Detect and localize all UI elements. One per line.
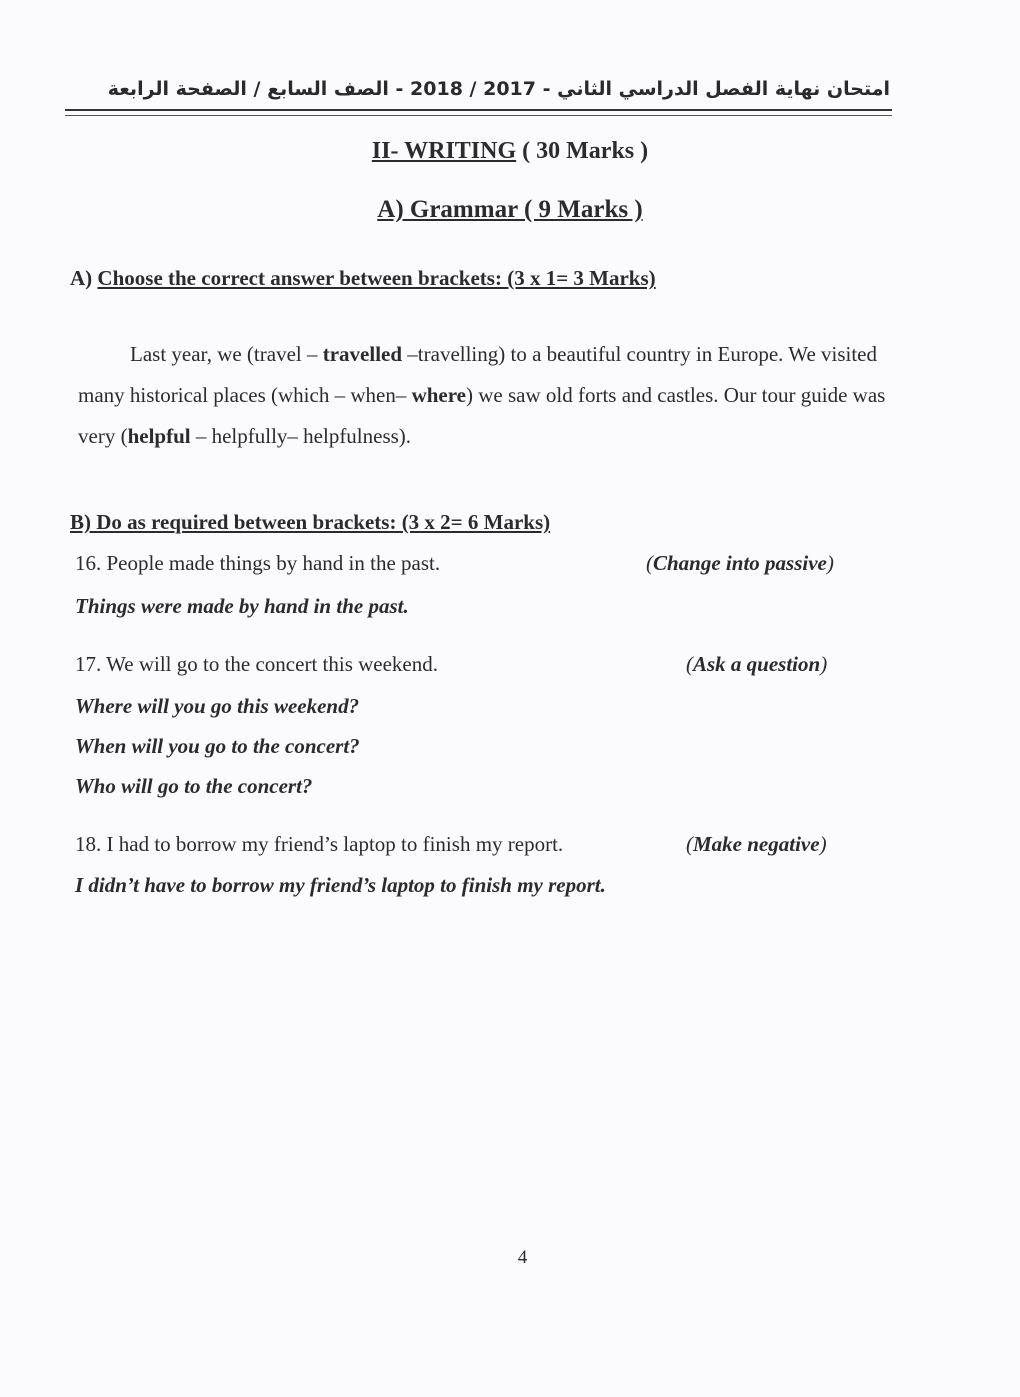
- part-a-instruction: Choose the correct answer between brackets: (3 x 1= 3 Marks): [97, 266, 656, 290]
- writing-section-title: [0, 138, 1020, 165]
- question-17: 17. We will go to the concert this weekend.: [75, 652, 438, 676]
- instruction-open-paren: (: [686, 652, 693, 676]
- grammar-title-label: A) Grammar ( 9 Marks ): [377, 196, 643, 223]
- writing-title-marks: ( 30 Marks ): [522, 138, 649, 164]
- instruction-close-paren: ): [820, 652, 828, 676]
- paragraph-text-2: –travelling) to a beautiful country in Europe. We visited many historical places (which – when–: [78, 342, 878, 407]
- grammar-section-title: [0, 196, 1020, 224]
- instruction-close-paren: ): [826, 551, 834, 575]
- header-rule-thin: [65, 115, 892, 116]
- paragraph-text-4: – helpfully– helpfulness).: [190, 424, 412, 448]
- part-a-paragraph: [78, 334, 924, 457]
- instruction-close-paren: ): [819, 832, 827, 856]
- question-17-answer: Who will go to the concert?: [75, 774, 313, 798]
- instruction-open-paren: (: [686, 832, 693, 856]
- part-a-prefix: A): [70, 266, 98, 290]
- part-a-heading: [70, 266, 656, 291]
- question-18-instruction: [686, 832, 827, 857]
- paragraph-answer-2: where: [411, 383, 467, 407]
- question-16-answer: Things were made by hand in the past.: [75, 594, 409, 618]
- part-b-instruction: Do as required between brackets: (3 x 2= 6 Marks): [91, 510, 551, 534]
- instruction-text: Change into passive: [653, 551, 827, 575]
- paragraph-answer-1: travelled: [322, 342, 403, 366]
- paragraph-answer-3: helpful: [127, 424, 191, 448]
- instruction-text: Ask a question: [693, 652, 821, 676]
- writing-title-label: II- WRITING: [371, 138, 517, 164]
- question-17-instruction: [686, 652, 827, 677]
- part-b-prefix: B): [70, 510, 91, 534]
- question-18-answer: I didn’t have to borrow my friend’s laptop to finish my report.: [75, 873, 606, 897]
- question-18: 18. I had to borrow my friend’s laptop to finish my report.: [75, 832, 564, 856]
- question-17-answer: When will you go to the concert?: [75, 734, 360, 758]
- question-16-instruction: [646, 551, 834, 576]
- instruction-open-paren: (: [646, 551, 653, 575]
- question-17-answer: Where will you go this weekend?: [75, 694, 360, 718]
- instruction-text: Make negative: [693, 832, 820, 856]
- paragraph-text-3: ) we saw old forts and castles. Our tour guide was very (: [78, 383, 886, 448]
- part-b-heading: [70, 510, 550, 535]
- question-16: 16. People made things by hand in the past.: [75, 551, 441, 575]
- paragraph-text-1: Last year, we (travel –: [130, 342, 323, 366]
- exam-header: امتحان نهاية الفصل الدراسي الثاني - 2017 / 2018 - الصف السابع / الصفحة الرابعة: [107, 78, 890, 100]
- header-rule-thick: [65, 109, 892, 111]
- page-number: 4: [517, 1247, 528, 1268]
